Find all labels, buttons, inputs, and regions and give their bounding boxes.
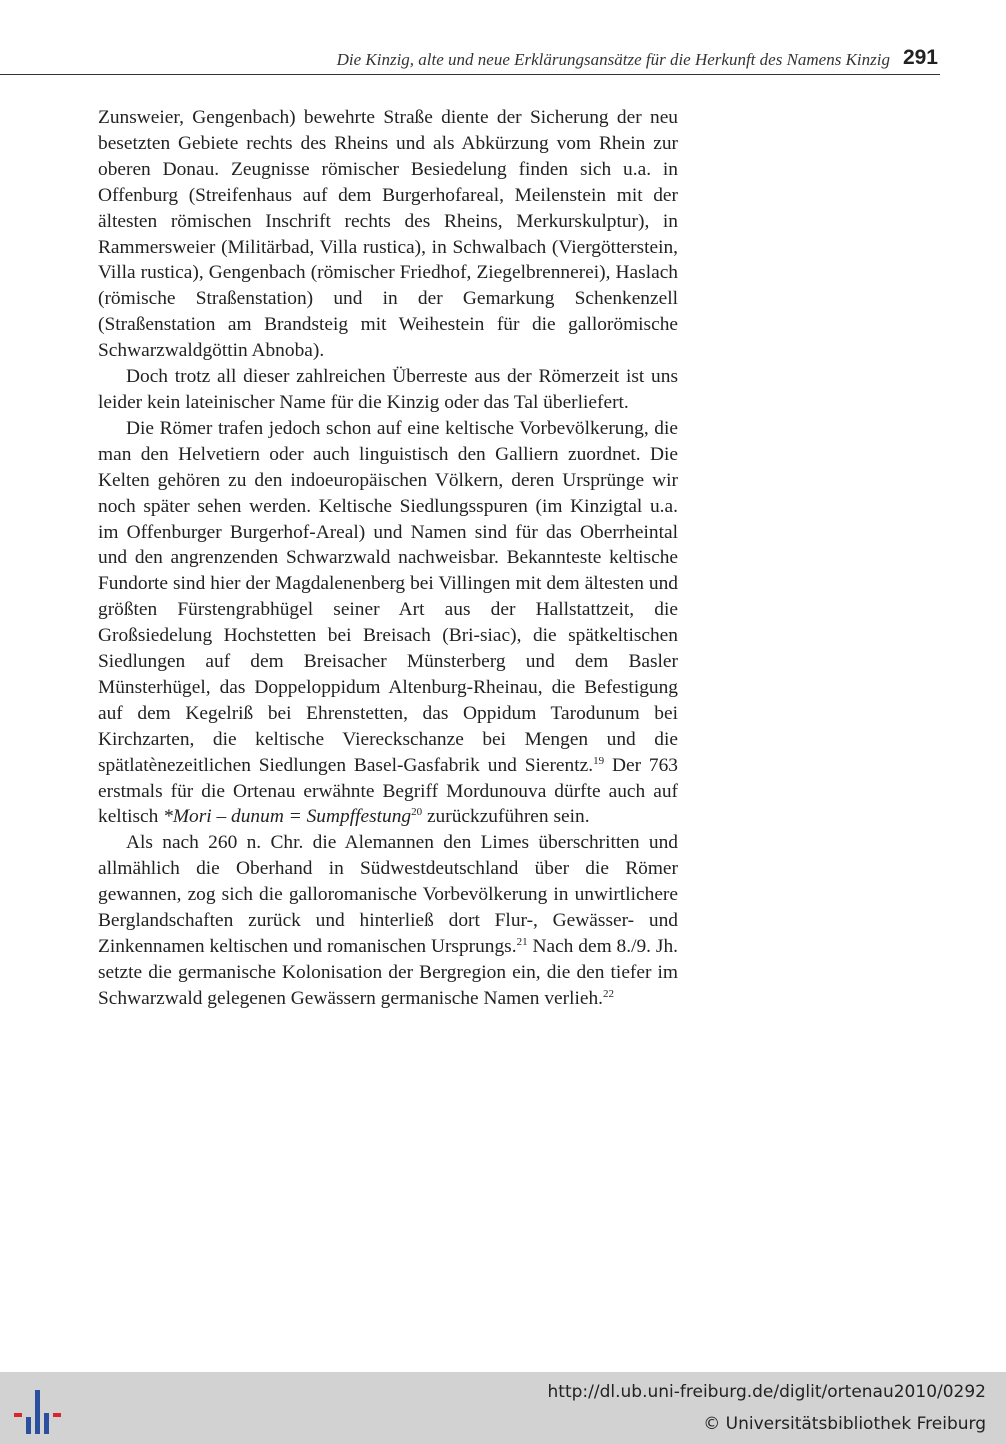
body-text xyxy=(98,105,678,1012)
paragraph-4 xyxy=(98,830,678,1011)
paragraph-3-text-c: zurückzuführen sein. xyxy=(422,806,590,828)
paragraph-3-text-b: Der 763 erstmals für die Ortenau erwähnte Begriff Mordunouva dürfte auch auf keltisch xyxy=(98,754,678,828)
footnote-ref-19: 19 xyxy=(593,754,605,767)
footnote-ref-21: 21 xyxy=(516,936,528,948)
paragraph-2: Doch trotz all dieser zahlreichen Überreste aus der Römerzeit ist uns leider kein lateinischer Name für die Kinzig oder das Tal überliefert. xyxy=(98,366,678,413)
paragraph-4-text-b: Nach dem 8./9. Jh. setzte die germanische Kolonisation der Bergregion ein, die den tiefer im Schwarzwald gelegenen Gewässern germanische Namen verlieh. xyxy=(98,936,678,1009)
footnote-ref-22: 22 xyxy=(603,987,615,1000)
library-logo-icon xyxy=(12,1386,64,1438)
page-number: 291 xyxy=(902,46,938,69)
footer-bar xyxy=(0,1372,1006,1444)
footnote-ref-20: 20 xyxy=(411,806,423,819)
copyright-notice: © Universitätsbibliothek Freiburg xyxy=(703,1414,986,1434)
etymology-italic: *Mori – dunum = Sumpffestung xyxy=(163,806,412,828)
source-url-link[interactable]: http://dl.ub.uni-freiburg.de/diglit/ortenau2010/0292 xyxy=(547,1382,986,1402)
paragraph-4-text-a: Als nach 260 n. Chr. die Alemannen den Limes überschritten und allmählich die Oberhand in Südwestdeutschland über die Römer gewannen, zog sich die galloromanische Vorbevölkerung in unwirtlichere Berglandschaften zurück und hinterließ dort Flur-, Gewässer- und Zinkennamen keltischen und romanischen Ursprungs. xyxy=(98,832,678,957)
paragraph-3 xyxy=(98,416,678,831)
running-header xyxy=(0,44,940,75)
running-title: Die Kinzig, alte und neue Erklärungsansätze für die Herkunft des Namens Kinzig xyxy=(336,50,890,69)
paragraph-3-text-a: Die Römer trafen jedoch schon auf eine keltische Vorbevölkerung, die man den Helvetiern oder auch linguistisch den Galliern zuordnet. Die Kelten gehören zu den indoeuropäischen Völkern, deren Ursprünge wir noch später sehen werden. Keltische Siedlungsspuren (im Kinzigtal u.a. im Offenburger Burgerhof-Areal) und Namen sind für das Oberrheintal und den angrenzenden Schwarzwald nachweisbar. Bekannteste keltische Fundorte sind hier der Magdalenenberg bei Villingen mit dem ältesten und größten Fürstengrabhügel seiner Art aus der Hallstattzeit, die Großsiedelung Hochstetten bei Breisach (Bri-siac), die spätkeltischen Siedlungen auf dem Breisacher Münsterberg und dem Basler Münsterhügel, das Doppeloppidum Altenburg-Rheinau, die Befestigung auf dem Kegelriß bei Ehrenstetten, das Oppidum Tarodunum bei Kirchzarten, die keltische Viereckschanze bei Mengen und die spätlatènezeitlichen Siedlungen Basel-Gasfabrik und Sierentz. xyxy=(98,417,678,776)
paragraph-1: Zunsweier, Gengenbach) bewehrte Straße diente der Sicherung der neu besetzten Gebiete rechts des Rheins und als Abkürzung vom Rhein zur oberen Donau. Zeugnisse römischer Besiedelung finden sich u.a. in Offenburg (Streifenhaus auf dem Burgerhofareal, Meilenstein mit der ältesten römischen Inschrift rechts des Rheins, Merkurskulptur), in Rammersweier (Militärbad, Villa rustica), in Schwalbach (Viergötterstein, Villa rustica), Gengenbach (römischer Friedhof, Ziegelbrennerei), Haslach (römische Straßenstation) und in der Gemarkung Schenkenzell (Straßenstation am Brandsteig mit Weihestein für die gallorömische Schwarzwaldgöttin Abnoba). xyxy=(98,107,678,362)
